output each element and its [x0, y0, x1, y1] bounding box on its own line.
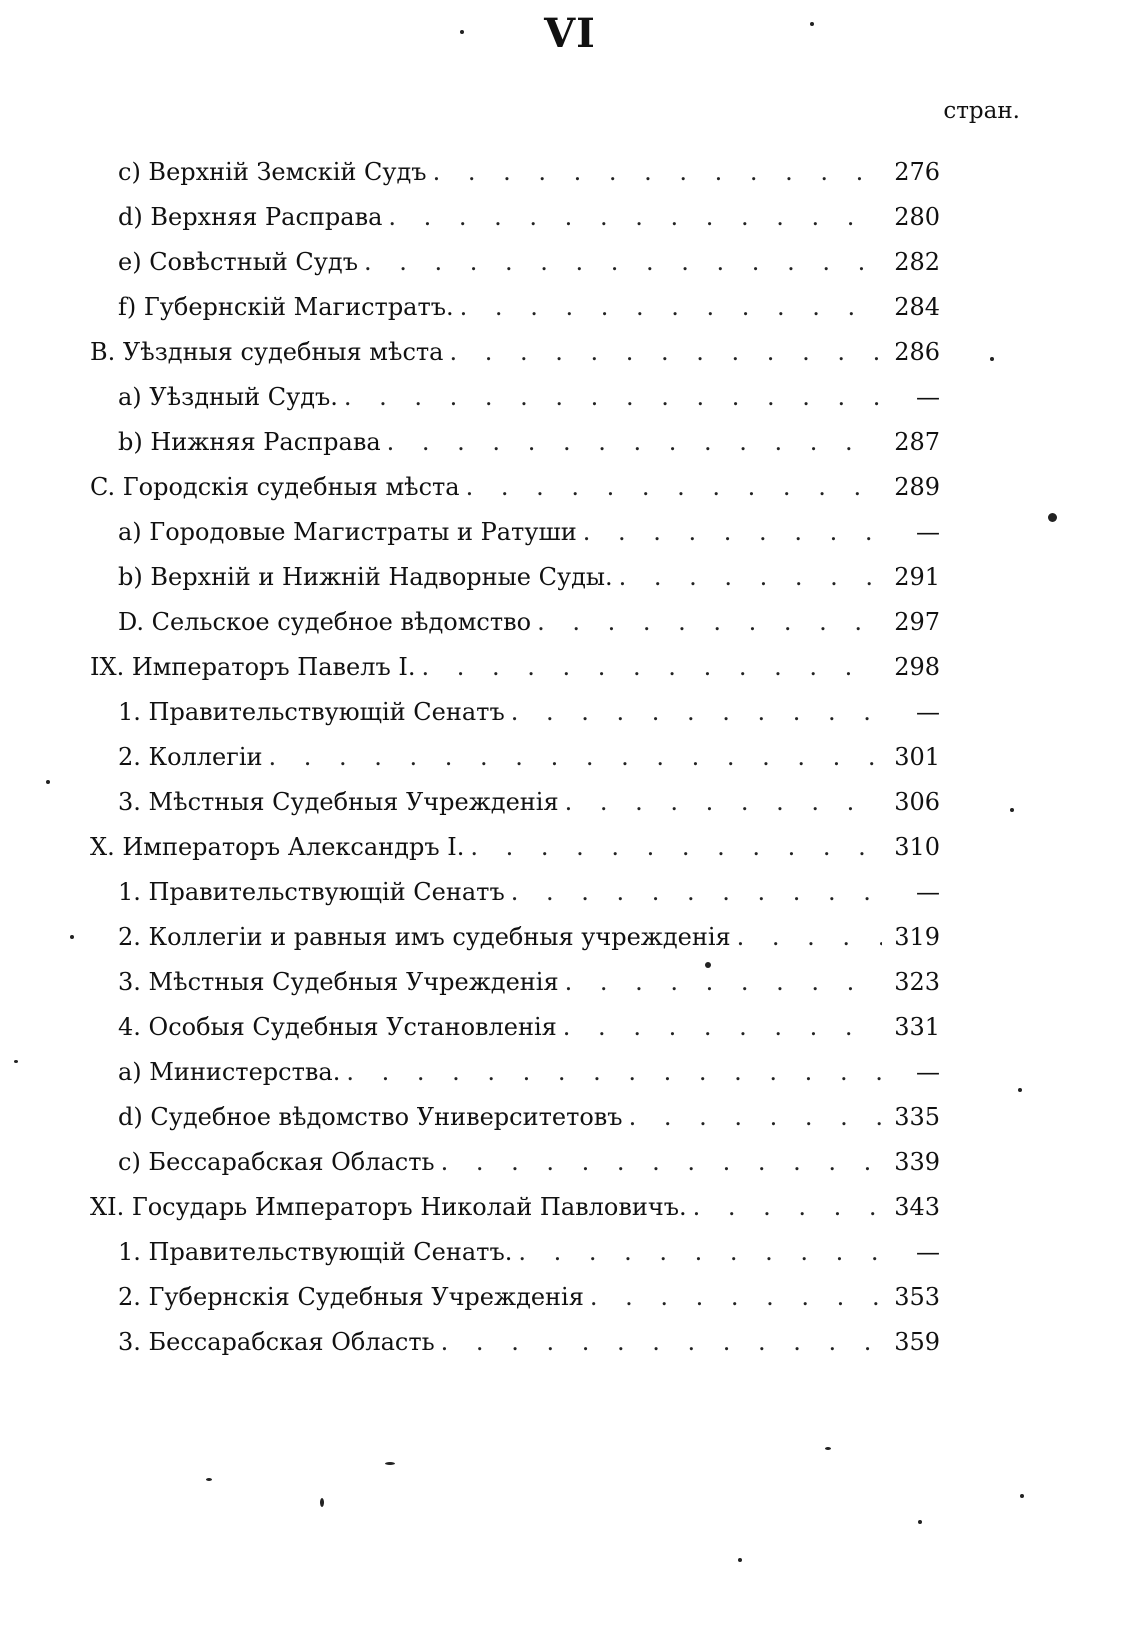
leader-dots — [470, 833, 882, 861]
toc-entry-page: 280 — [894, 203, 940, 231]
print-speck — [460, 30, 464, 34]
toc-entry-page: 310 — [894, 833, 940, 861]
toc-entry — [118, 1328, 940, 1364]
leader-dots — [269, 743, 883, 771]
toc-entry-label: a) Министерства. — [118, 1058, 341, 1086]
leader-dots — [422, 653, 883, 681]
toc-entry-page: 297 — [894, 608, 940, 636]
toc-entry-label: 2. Коллегіи и равныя имъ судебныя учрежденія — [118, 923, 731, 951]
print-speck — [385, 1462, 395, 1465]
leader-dots — [441, 1148, 882, 1176]
leader-dots — [629, 1103, 882, 1131]
print-speck — [320, 1498, 324, 1507]
print-speck — [810, 22, 814, 26]
toc-entry-page: 319 — [894, 923, 940, 951]
toc-entry-label: 1. Правительствующій Сенатъ — [118, 878, 505, 906]
print-speck — [14, 1060, 18, 1063]
toc-entry — [118, 563, 940, 599]
print-speck — [990, 357, 994, 361]
print-speck — [206, 1478, 212, 1481]
leader-dots — [737, 923, 882, 951]
leader-dots — [449, 338, 882, 366]
toc-entry — [90, 653, 940, 689]
toc-entry — [118, 1103, 940, 1139]
toc-entry-page: 323 — [894, 968, 940, 996]
leader-dots — [563, 1013, 882, 1041]
toc-entry — [118, 788, 940, 824]
toc-entry-label: X. Императоръ Александръ I. — [90, 833, 465, 861]
toc-entry-label: a) Уѣздный Судъ. — [118, 383, 338, 411]
leader-dots — [466, 473, 882, 501]
toc-entry-label: 2. Коллегіи — [118, 743, 263, 771]
toc-entry-page: — — [916, 698, 940, 726]
toc-entry-page: 276 — [894, 158, 940, 186]
toc-entry — [118, 1238, 940, 1274]
leader-dots — [433, 158, 882, 186]
toc-entry-page: 298 — [894, 653, 940, 681]
toc-entry-label: B. Уѣздныя судебныя мѣста — [90, 338, 444, 366]
toc-entry — [118, 1058, 940, 1094]
toc-entry — [118, 383, 940, 419]
toc-entry — [118, 158, 940, 194]
toc-entry-label: IX. Императоръ Павелъ I. — [90, 653, 416, 681]
leader-dots — [537, 608, 882, 636]
print-speck — [1018, 1088, 1022, 1092]
toc-entry-label: 3. Мѣстныя Судебныя Учрежденія — [118, 788, 559, 816]
toc-entry — [118, 1013, 940, 1049]
toc-entry-page: 353 — [894, 1283, 940, 1311]
leader-dots — [441, 1328, 882, 1356]
leader-dots — [619, 563, 882, 591]
toc-entry-page: — — [916, 518, 940, 546]
print-speck — [705, 962, 711, 968]
toc-entry-label: 1. Правительствующій Сенатъ. — [118, 1238, 513, 1266]
toc-entry — [118, 1148, 940, 1184]
leader-dots — [460, 293, 882, 321]
leader-dots — [511, 698, 882, 726]
toc-entry — [118, 923, 940, 959]
leader-dots — [364, 248, 882, 276]
toc-entry-page: 289 — [894, 473, 940, 501]
toc-entry-label: e) Совѣстный Судъ — [118, 248, 358, 276]
toc-entry-label: C. Городскія судебныя мѣста — [90, 473, 460, 501]
toc-entry-label: D. Сельское судебное вѣдомство — [118, 608, 532, 636]
toc-entry-page: 335 — [894, 1103, 940, 1131]
page-number: VI — [544, 10, 596, 57]
toc-entry-label: 3. Мѣстныя Судебныя Учрежденія — [118, 968, 559, 996]
toc-entry-label: 1. Правительствующій Сенатъ — [118, 698, 505, 726]
toc-entry-page: — — [916, 1058, 940, 1086]
toc-entry-page: — — [916, 878, 940, 906]
print-speck — [918, 1520, 922, 1524]
print-speck — [1010, 808, 1014, 812]
toc-entry-label: d) Верхняя Расправа — [118, 203, 383, 231]
toc-entry-label: d) Судебное вѣдомство Университетовъ — [118, 1103, 623, 1131]
toc-entry — [118, 608, 940, 644]
print-speck — [825, 1447, 831, 1450]
toc-entry — [118, 743, 940, 779]
leader-dots — [388, 203, 882, 231]
toc-entry-label: XI. Государь Императоръ Николай Павловичъ. — [90, 1193, 687, 1221]
toc-entry-label: 2. Губернскія Судебныя Учрежденія — [118, 1283, 584, 1311]
leader-dots — [511, 878, 882, 906]
toc-entry — [118, 293, 940, 329]
toc-entry-page: 301 — [894, 743, 940, 771]
toc-entry-label: b) Нижняя Расправа — [118, 428, 381, 456]
toc-entry — [118, 878, 940, 914]
toc-entry-page: 343 — [894, 1193, 940, 1221]
toc-entry-label: 4. Особыя Судебныя Установленія — [118, 1013, 557, 1041]
leader-dots — [565, 968, 882, 996]
leader-dots — [590, 1283, 882, 1311]
toc-entry — [118, 203, 940, 239]
leader-dots — [693, 1193, 882, 1221]
toc-entry-page: — — [916, 383, 940, 411]
toc-entry — [118, 518, 940, 554]
toc-entry-page: 306 — [894, 788, 940, 816]
toc-entry — [90, 833, 940, 869]
toc-entry — [118, 428, 940, 464]
toc-entry — [118, 248, 940, 284]
toc-entry-page: 331 — [894, 1013, 940, 1041]
toc-entry — [90, 473, 940, 509]
print-speck — [46, 780, 50, 784]
leader-dots — [344, 383, 882, 411]
leader-dots — [583, 518, 882, 546]
toc-entry-page: 287 — [894, 428, 940, 456]
leader-dots — [346, 1058, 882, 1086]
toc-entry — [118, 698, 940, 734]
print-speck — [70, 935, 74, 939]
toc-entry-label: b) Верхній и Нижній Надворные Суды. — [118, 563, 613, 591]
toc-entry-page: 282 — [894, 248, 940, 276]
toc-entry-page: 291 — [894, 563, 940, 591]
toc-entry — [90, 1193, 940, 1229]
print-speck — [1048, 513, 1057, 522]
toc-entry-label: a) Городовые Магистраты и Ратуши — [118, 518, 577, 546]
toc-entry-page: 284 — [894, 293, 940, 321]
toc-entry-page: 359 — [894, 1328, 940, 1356]
toc-entry — [118, 968, 940, 1004]
toc-entry-page: 339 — [894, 1148, 940, 1176]
leader-dots — [518, 1238, 882, 1266]
leader-dots — [565, 788, 882, 816]
toc-entry — [90, 338, 940, 374]
column-header: стран. — [943, 98, 1020, 124]
toc-entry — [118, 1283, 940, 1319]
print-speck — [738, 1558, 742, 1562]
toc-entry-label: 3. Бессарабская Область — [118, 1328, 435, 1356]
toc-entry-label: c) Бессарабская Область — [118, 1148, 435, 1176]
print-speck — [1020, 1494, 1024, 1498]
leader-dots — [387, 428, 882, 456]
toc-entry-page: 286 — [894, 338, 940, 366]
toc-entry-label: c) Верхній Земскій Судъ — [118, 158, 427, 186]
toc-entry-label: f) Губернскій Магистратъ. — [118, 293, 454, 321]
toc-entry-page: — — [916, 1238, 940, 1266]
